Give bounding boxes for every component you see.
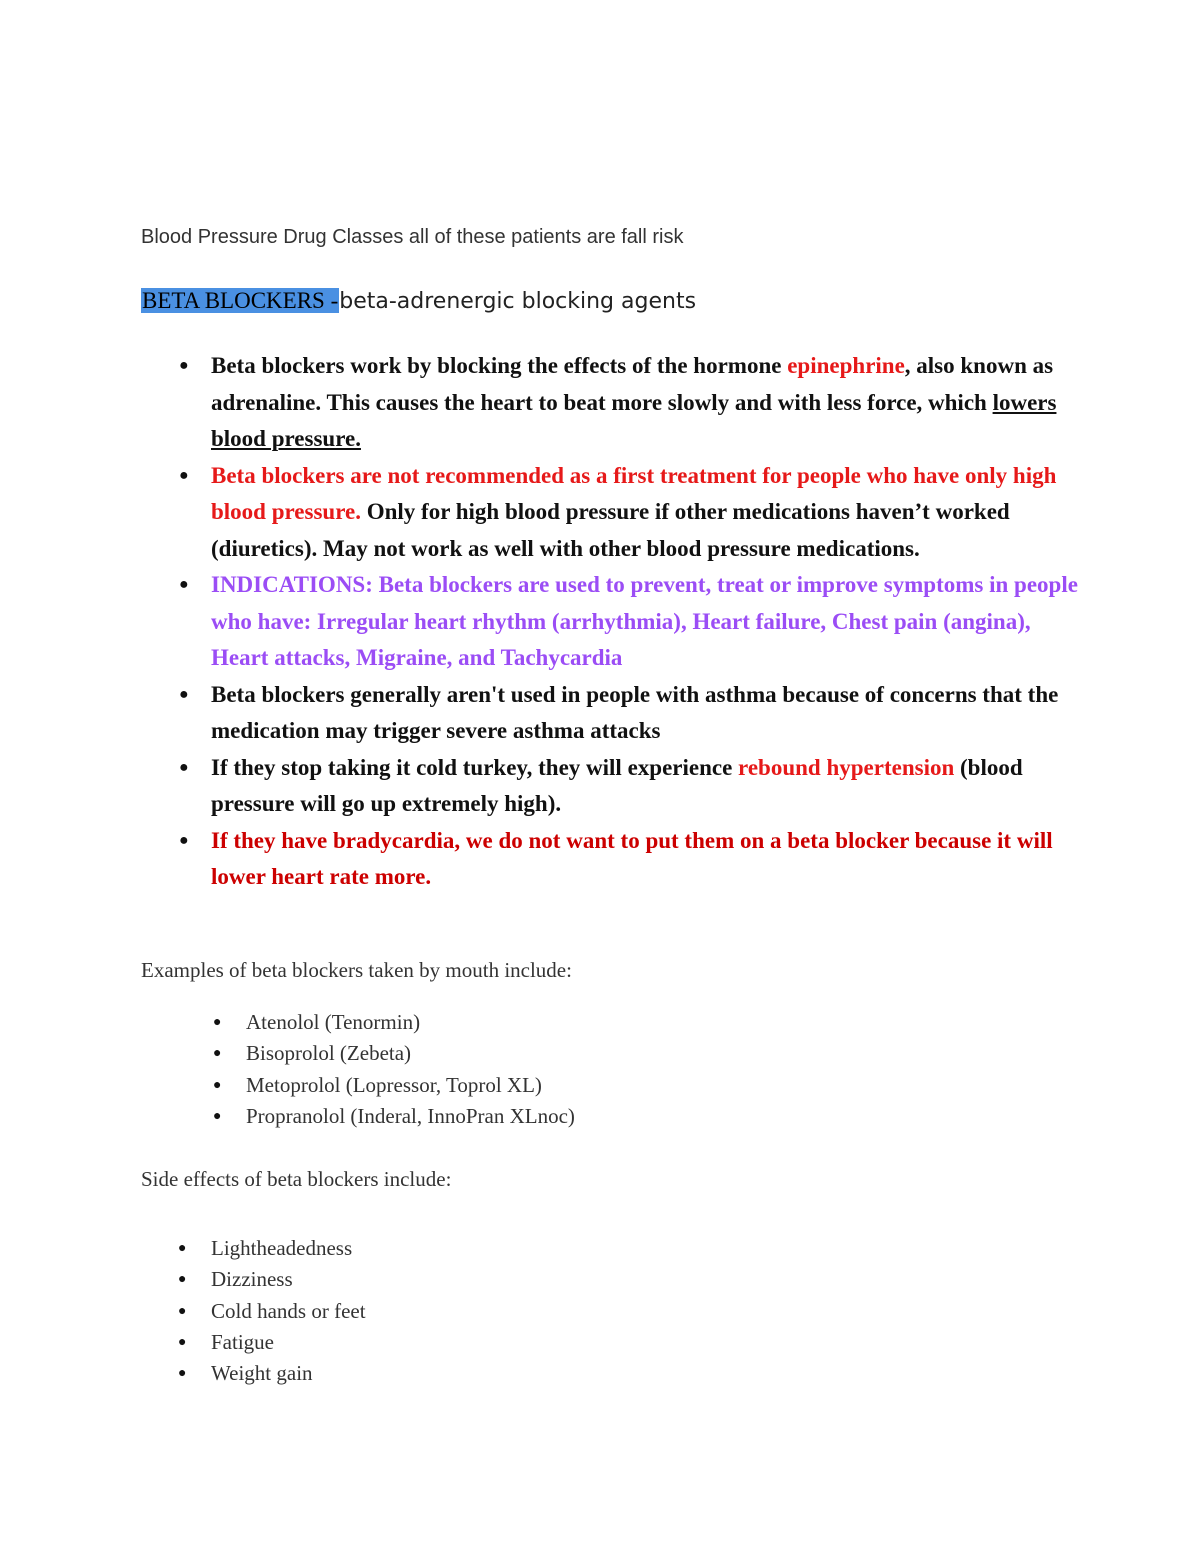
warning-text: If they have bradycardia, we do not want to put them on a beta blocker because it will lower heart rate more. [211, 827, 1053, 889]
note-emphasis: Beta blockers are not recommended as a first treatment for people who have only high blood pressure. [211, 462, 1057, 524]
beta-blocker-notes [141, 348, 1081, 896]
intro-line: Blood Pressure Drug Classes all of these patients are fall risk [141, 226, 684, 248]
side-effects-list [141, 1233, 366, 1389]
bullet-icon: ● [179, 758, 189, 776]
bullet-icon: ● [179, 685, 189, 703]
bullet-icon: ● [213, 1108, 222, 1124]
list-item [141, 677, 1081, 750]
side-effect: Weight gain [211, 1361, 313, 1386]
note-text: (blood pressure will go up extremely high). [211, 754, 1023, 816]
bullet-icon: ● [178, 1366, 187, 1382]
bullet-icon: ● [178, 1303, 187, 1319]
side-effect: Fatigue [211, 1329, 274, 1354]
list-item [141, 1070, 575, 1101]
note-text: Beta blockers generally aren't used in people with asthma because of concerns that the medication may trigger severe asthma attacks [211, 681, 1059, 743]
list-item [141, 1327, 366, 1358]
note-emphasis: epinephrine [787, 353, 905, 378]
bullet-icon: ● [213, 1015, 222, 1030]
list-item [141, 1101, 575, 1132]
note-emphasis: rebound hypertension [738, 754, 955, 780]
note-text: Beta blockers work by blocking the effects of the hormone [211, 353, 788, 378]
list-item [141, 750, 1081, 823]
drug-name: Propranolol (Inderal, InnoPran XLnoc) [246, 1103, 575, 1128]
list-item [141, 1007, 575, 1038]
list-item [141, 458, 1081, 568]
indications-text: INDICATIONS: Beta blockers are used to prevent, treat or improve symptoms in people who have: Irregular heart rhythm (arrhythmia), Heart failure, Chest pain (angina), Heart attacks, Migraine, and Tachycardia [211, 572, 1078, 670]
bullet-icon: ● [179, 466, 189, 484]
bullet-icon: ● [213, 1046, 222, 1062]
note-text: If they stop taking it cold turkey, they will experience [211, 754, 739, 780]
drug-name: Bisoprolol (Zebeta) [246, 1041, 412, 1066]
drug-name: Metoprolol (Lopressor, Toprol XL) [246, 1072, 542, 1097]
list-item [141, 1296, 366, 1327]
drug-name: Atenolol (Tenormin) [246, 1010, 421, 1034]
heading-subtitle: beta-adrenergic blocking agents [339, 289, 697, 314]
heading-highlight: BETA BLOCKERS - [142, 288, 339, 313]
bullet-icon: ● [178, 1241, 187, 1256]
section-heading [141, 285, 696, 318]
note-underlined: lowers blood pressure. [211, 389, 1057, 451]
bullet-icon: ● [179, 357, 189, 374]
bullet-icon: ● [178, 1334, 187, 1350]
side-effect: Lightheadedness [211, 1236, 353, 1260]
list-item [141, 1233, 366, 1264]
list-item [141, 1264, 366, 1295]
list-item [141, 1358, 366, 1389]
list-item [141, 348, 1081, 458]
examples-list [141, 1007, 575, 1132]
note-text: , also known as adrenaline. This causes the heart to beat more slowly and with less force, which [211, 353, 1054, 415]
side-effects-label: Side effects of beta blockers include: [141, 1167, 452, 1191]
bullet-icon: ● [213, 1077, 222, 1093]
list-item [141, 823, 1081, 896]
bullet-icon: ● [179, 576, 189, 593]
side-effect: Dizziness [211, 1267, 293, 1292]
list-item [141, 567, 1081, 677]
list-item [141, 1038, 575, 1069]
bullet-icon: ● [179, 831, 189, 849]
bullet-icon: ● [178, 1272, 187, 1288]
side-effect: Cold hands or feet [211, 1298, 366, 1323]
note-text: Only for high blood pressure if other medications haven’t worked (diuretics). May not work as well with other blood pressure medications. [211, 499, 1010, 561]
examples-label: Examples of beta blockers taken by mouth include: [141, 958, 572, 982]
